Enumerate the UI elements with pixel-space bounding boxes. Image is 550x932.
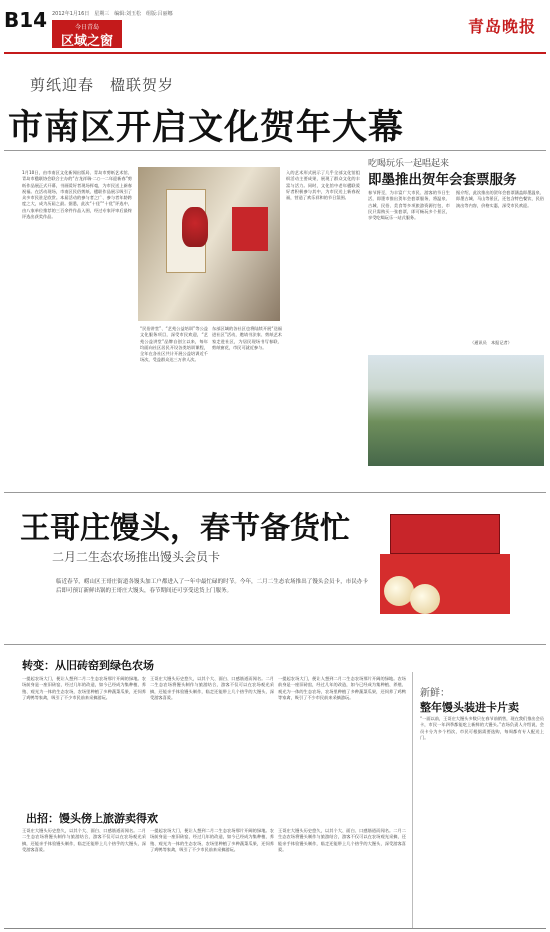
section2-col3: 王哥庄大馒头历史悠久，以其个大、面白、口感筋道而闻名。二月二生态农场将馒头制作与旅游结合，游客不仅可以在农场观光采摘，还能亲手体验馒头制作，临走还能带上几个热乎的大馒头，深受游客喜爱。 xyxy=(278,828,406,852)
article1-col2b: 东部区域的各社区也将陆续开展“送福进社区”活动，邀请书法家、剪纸艺术家走进社区，为居民现场书写春联、剪纸窗花，市民可就近参与。 xyxy=(212,326,282,350)
article1-photo xyxy=(138,167,280,321)
section-badge xyxy=(52,20,122,48)
divider xyxy=(4,644,546,645)
sidebar-col2: 据介绍，此次推出的贺年会套票涵盖即墨温泉、即墨古城、马山等景区，还包含特色餐饮、民俗演出等内容，价格实惠，深受市民欢迎。 xyxy=(456,190,544,208)
sidebar-photo xyxy=(368,355,544,466)
side-headline: 整年馒头装进卡片卖 xyxy=(420,701,519,714)
section1-col1: 一提起农场大门，便让人想到二月二生态农场那片开阔的绿地。农场前身是一座旧砖窑，经过几年的改造，如今已经成为集种植、养殖、观光为一体的生态农场，农场里种植了多种蔬菜瓜果，还饲养了鸡鸭等家禽，吸引了不少市民前来采摘游玩。 xyxy=(22,676,146,700)
divider xyxy=(4,492,546,493)
header-divider xyxy=(4,52,546,54)
sidebar-col1: 春节将至，为丰富广大市民、游客的节日生活，即墨市推出贺年会套票服务，将温泉、古城、民俗、美食等多项旅游资源打包，市民只需购买一张套票，即可畅玩多个景区，享受吃喝玩乐一站式服务。 xyxy=(368,190,450,221)
date-line: 2012年1月16日 星期三 编辑:刘玉松 组版:吕丽娜 xyxy=(52,11,173,17)
box-lid xyxy=(390,514,500,554)
sidebar-kicker: 吃喝玩乐一起唱起来 xyxy=(368,159,450,169)
article1-col2: “民俗讲堂”、“艺苑公益培训”等公益文化服务项目，深受市民欢迎，“艺苑公益讲堂”品牌自创立以来，每年均面向社区居民开设各类培训课程，全年在各社区共计开展公益培训近千场次，受益群众达三万余人次。 xyxy=(140,326,208,363)
mantou-bun xyxy=(410,584,440,614)
fu-papercut xyxy=(232,207,268,251)
dragon-papercut xyxy=(182,207,208,247)
side-body: “一面以前，王哥庄大馒头多数只在春节前销售，现在我们推出会员卡，市民一年四季都能吃上新鲜的大馒头。”农场负责人介绍说，会员卡分为多个档次，市民可根据需要选购，每周都有专人配送上门。 xyxy=(420,716,544,740)
mantou-giftbox-photo xyxy=(380,514,510,614)
section1-title: 转变：从旧砖窑到绿色农场 xyxy=(22,659,154,672)
side-kicker: 新鲜： xyxy=(420,688,450,699)
footer-rule xyxy=(4,928,546,929)
article1-col1: 1月10日，由市南区文化新闻出版局、青岛市剪纸艺术馆、青岛市楹联协会联合主办的“吉龙祥瑞·二○一二年迎新春”剪纸作品展正式开幕，书画爱好者现场挥毫，为市民送上新春祝福。在活动现场，市南区民俗剪纸、楹联作品展示吸引了众多市民驻足欣赏。本届活动的参与者之广、参与者年龄跨度之大，成为历届之最。据悉，此次“十佳”“十优”评选中，由八家单位推荐的三百余件作品入围，经过专家评审后最终评选出获奖作品。 xyxy=(22,170,132,220)
article2-lead: 临近春节，崂山区王哥庄街道各馒头加工户都进入了一年中最忙碌的时节。今年，二月二生态农场推出了馒头会员卡，市民办卡后即可预订新鲜出锅的王哥庄大馒头，春节期间还可享受送货上门服务。 xyxy=(56,579,368,594)
section2-col2: 一提起农场大门，便让人想到二月二生态农场那片开阔的绿地。农场前身是一座旧砖窑，经过几年的改造，如今已经成为集种植、养殖、观光为一体的生态农场，农场里种植了多种蔬菜瓜果，还饲养了鸡鸭等家禽，吸引了不少市民前来采摘游玩。 xyxy=(150,828,274,852)
page-number: B14 xyxy=(4,8,48,32)
article2-subhead: 二月二生态农场推出馒头会员卡 xyxy=(52,550,221,564)
divider xyxy=(4,150,546,151)
section1-col3: 一提起农场大门，便让人想到二月二生态农场那片开阔的绿地。农场前身是一座旧砖窑，经过几年的改造，如今已经成为集种植、养殖、观光为一体的生态农场，农场里种植了多种蔬菜瓜果，还饲养了鸡鸭等家禽，吸引了不少市民前来采摘游玩。 xyxy=(278,676,406,700)
section2-col1: 王哥庄大馒头历史悠久，以其个大、面白、口感筋道而闻名。二月二生态农场将馒头制作与旅游结合，游客不仅可以在农场观光采摘，还能亲手体验馒头制作，临走还能带上几个热乎的大馒头，深受游客喜爱。 xyxy=(22,828,146,852)
section1-col2: 王哥庄大馒头历史悠久，以其个大、面白、口感筋道而闻名。二月二生态农场将馒头制作与旅游结合，游客不仅可以在农场观光采摘，还能亲手体验馒头制作，临走还能带上几个热乎的大馒头，深受游客喜爱。 xyxy=(150,676,274,700)
article2-headline: 王哥庄馒头，春节备货忙 xyxy=(20,511,350,546)
article1-headline: 市南区开启文化贺年大幕 xyxy=(8,108,405,148)
section-top-label: 今日青岛 xyxy=(74,24,99,31)
sidebar-headline: 即墨推出贺年会套票服务 xyxy=(368,172,517,188)
article1-col3: 入的艺术形式展示了几乎全部文化馆组织活动主要成果，展现了群众文化的丰富与活力。同时，文化馆中老年楹联爱好者积极参与其中，为市民送上新春祝福，营造了欢乐祥和的节日氛围。 xyxy=(286,170,360,201)
section-name: 区域之窗 xyxy=(60,34,113,49)
column-divider xyxy=(412,672,413,928)
sidebar-credit: （通讯员 本报记者） xyxy=(470,340,512,345)
section2-title: 出招：馒头傍上旅游卖得欢 xyxy=(26,812,158,825)
newspaper-logo: 青岛晚报 xyxy=(467,17,536,36)
article1-kicker: 剪纸迎春 楹联贺岁 xyxy=(30,76,175,94)
